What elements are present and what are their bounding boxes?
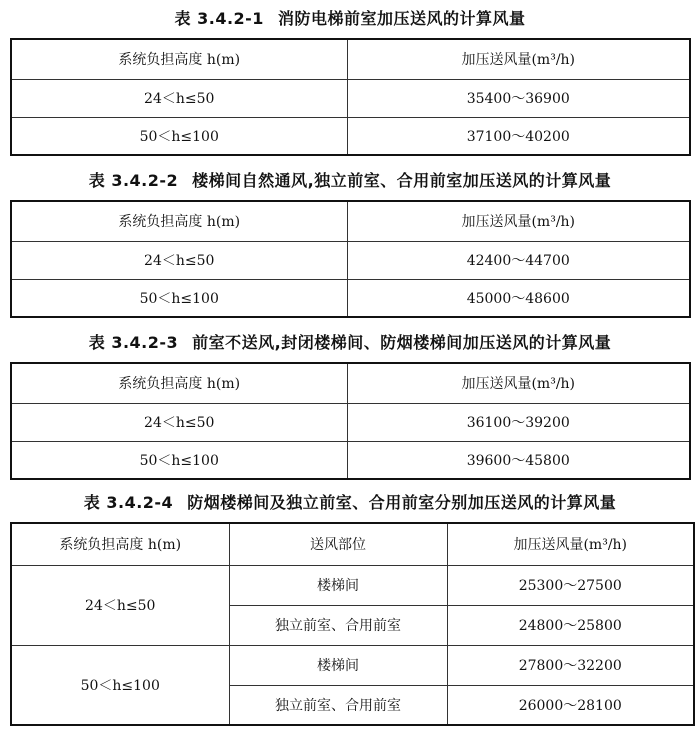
- table-cell: 独立前室、合用前室: [229, 685, 447, 725]
- table-cell: 45000～48600: [347, 279, 690, 317]
- table-2-number: 表 3.4.2-2: [88, 171, 179, 190]
- table-4: [10, 522, 695, 726]
- table-row: [11, 279, 690, 317]
- table-row: [11, 645, 694, 685]
- table-cell: 42400～44700: [347, 241, 690, 279]
- table-row: [11, 441, 690, 479]
- table-3-number: 表 3.4.2-3: [88, 333, 179, 352]
- header-cell: 加压送风量(m³/h): [347, 201, 690, 241]
- table-cell: 27800～32200: [447, 645, 694, 685]
- header-cell: 加压送风量(m³/h): [347, 363, 690, 403]
- table-2-title: 楼梯间自然通风,独立前室、合用前室加压送风的计算风量: [192, 171, 612, 190]
- table-1-title: 消防电梯前室加压送风的计算风量: [277, 9, 526, 28]
- header-cell: 送风部位: [229, 523, 447, 565]
- table-row: [11, 79, 690, 117]
- table-row: [11, 403, 690, 441]
- header-cell: 系统负担高度 h(m): [11, 201, 347, 241]
- table-1-caption: [0, 8, 700, 30]
- table-cell: 独立前室、合用前室: [229, 605, 447, 645]
- table-cell: 楼梯间: [229, 565, 447, 605]
- table-header-row: [11, 201, 690, 241]
- table-2-caption: [0, 170, 700, 192]
- table-cell: 24＜h≤50: [11, 241, 347, 279]
- table-header-row: [11, 39, 690, 79]
- table-cell: 50＜h≤100: [11, 279, 347, 317]
- table-4-number: 表 3.4.2-4: [83, 493, 174, 512]
- table-cell: 26000～28100: [447, 685, 694, 725]
- table-cell: 24800～25800: [447, 605, 694, 645]
- table-cell: 35400～36900: [347, 79, 690, 117]
- header-cell: 系统负担高度 h(m): [11, 39, 347, 79]
- table-row: [11, 241, 690, 279]
- table-3-caption: [0, 332, 700, 354]
- table-cell: 50＜h≤100: [11, 441, 347, 479]
- header-cell: 系统负担高度 h(m): [11, 523, 229, 565]
- table-header-row: [11, 363, 690, 403]
- header-cell: 加压送风量(m³/h): [347, 39, 690, 79]
- table-1: [10, 38, 691, 156]
- table-3: [10, 362, 691, 480]
- table-4-caption: [0, 492, 700, 514]
- table-cell: 39600～45800: [347, 441, 690, 479]
- table-4-title: 防烟楼梯间及独立前室、合用前室分别加压送风的计算风量: [187, 493, 617, 512]
- table-row: [11, 565, 694, 605]
- table-cell: 25300～27500: [447, 565, 694, 605]
- height-range-cell: 50＜h≤100: [11, 645, 229, 725]
- table-2: [10, 200, 691, 318]
- header-cell: 系统负担高度 h(m): [11, 363, 347, 403]
- table-cell: 24＜h≤50: [11, 403, 347, 441]
- table-cell: 37100～40200: [347, 117, 690, 155]
- table-row: [11, 117, 690, 155]
- table-cell: 楼梯间: [229, 645, 447, 685]
- height-range-cell: 24＜h≤50: [11, 565, 229, 645]
- table-1-number: 表 3.4.2-1: [174, 9, 264, 28]
- table-cell: 50＜h≤100: [11, 117, 347, 155]
- header-cell: 加压送风量(m³/h): [447, 523, 694, 565]
- table-cell: 24＜h≤50: [11, 79, 347, 117]
- table-3-title: 前室不送风,封闭楼梯间、防烟楼梯间加压送风的计算风量: [192, 333, 612, 352]
- table-header-row: [11, 523, 694, 565]
- table-cell: 36100～39200: [347, 403, 690, 441]
